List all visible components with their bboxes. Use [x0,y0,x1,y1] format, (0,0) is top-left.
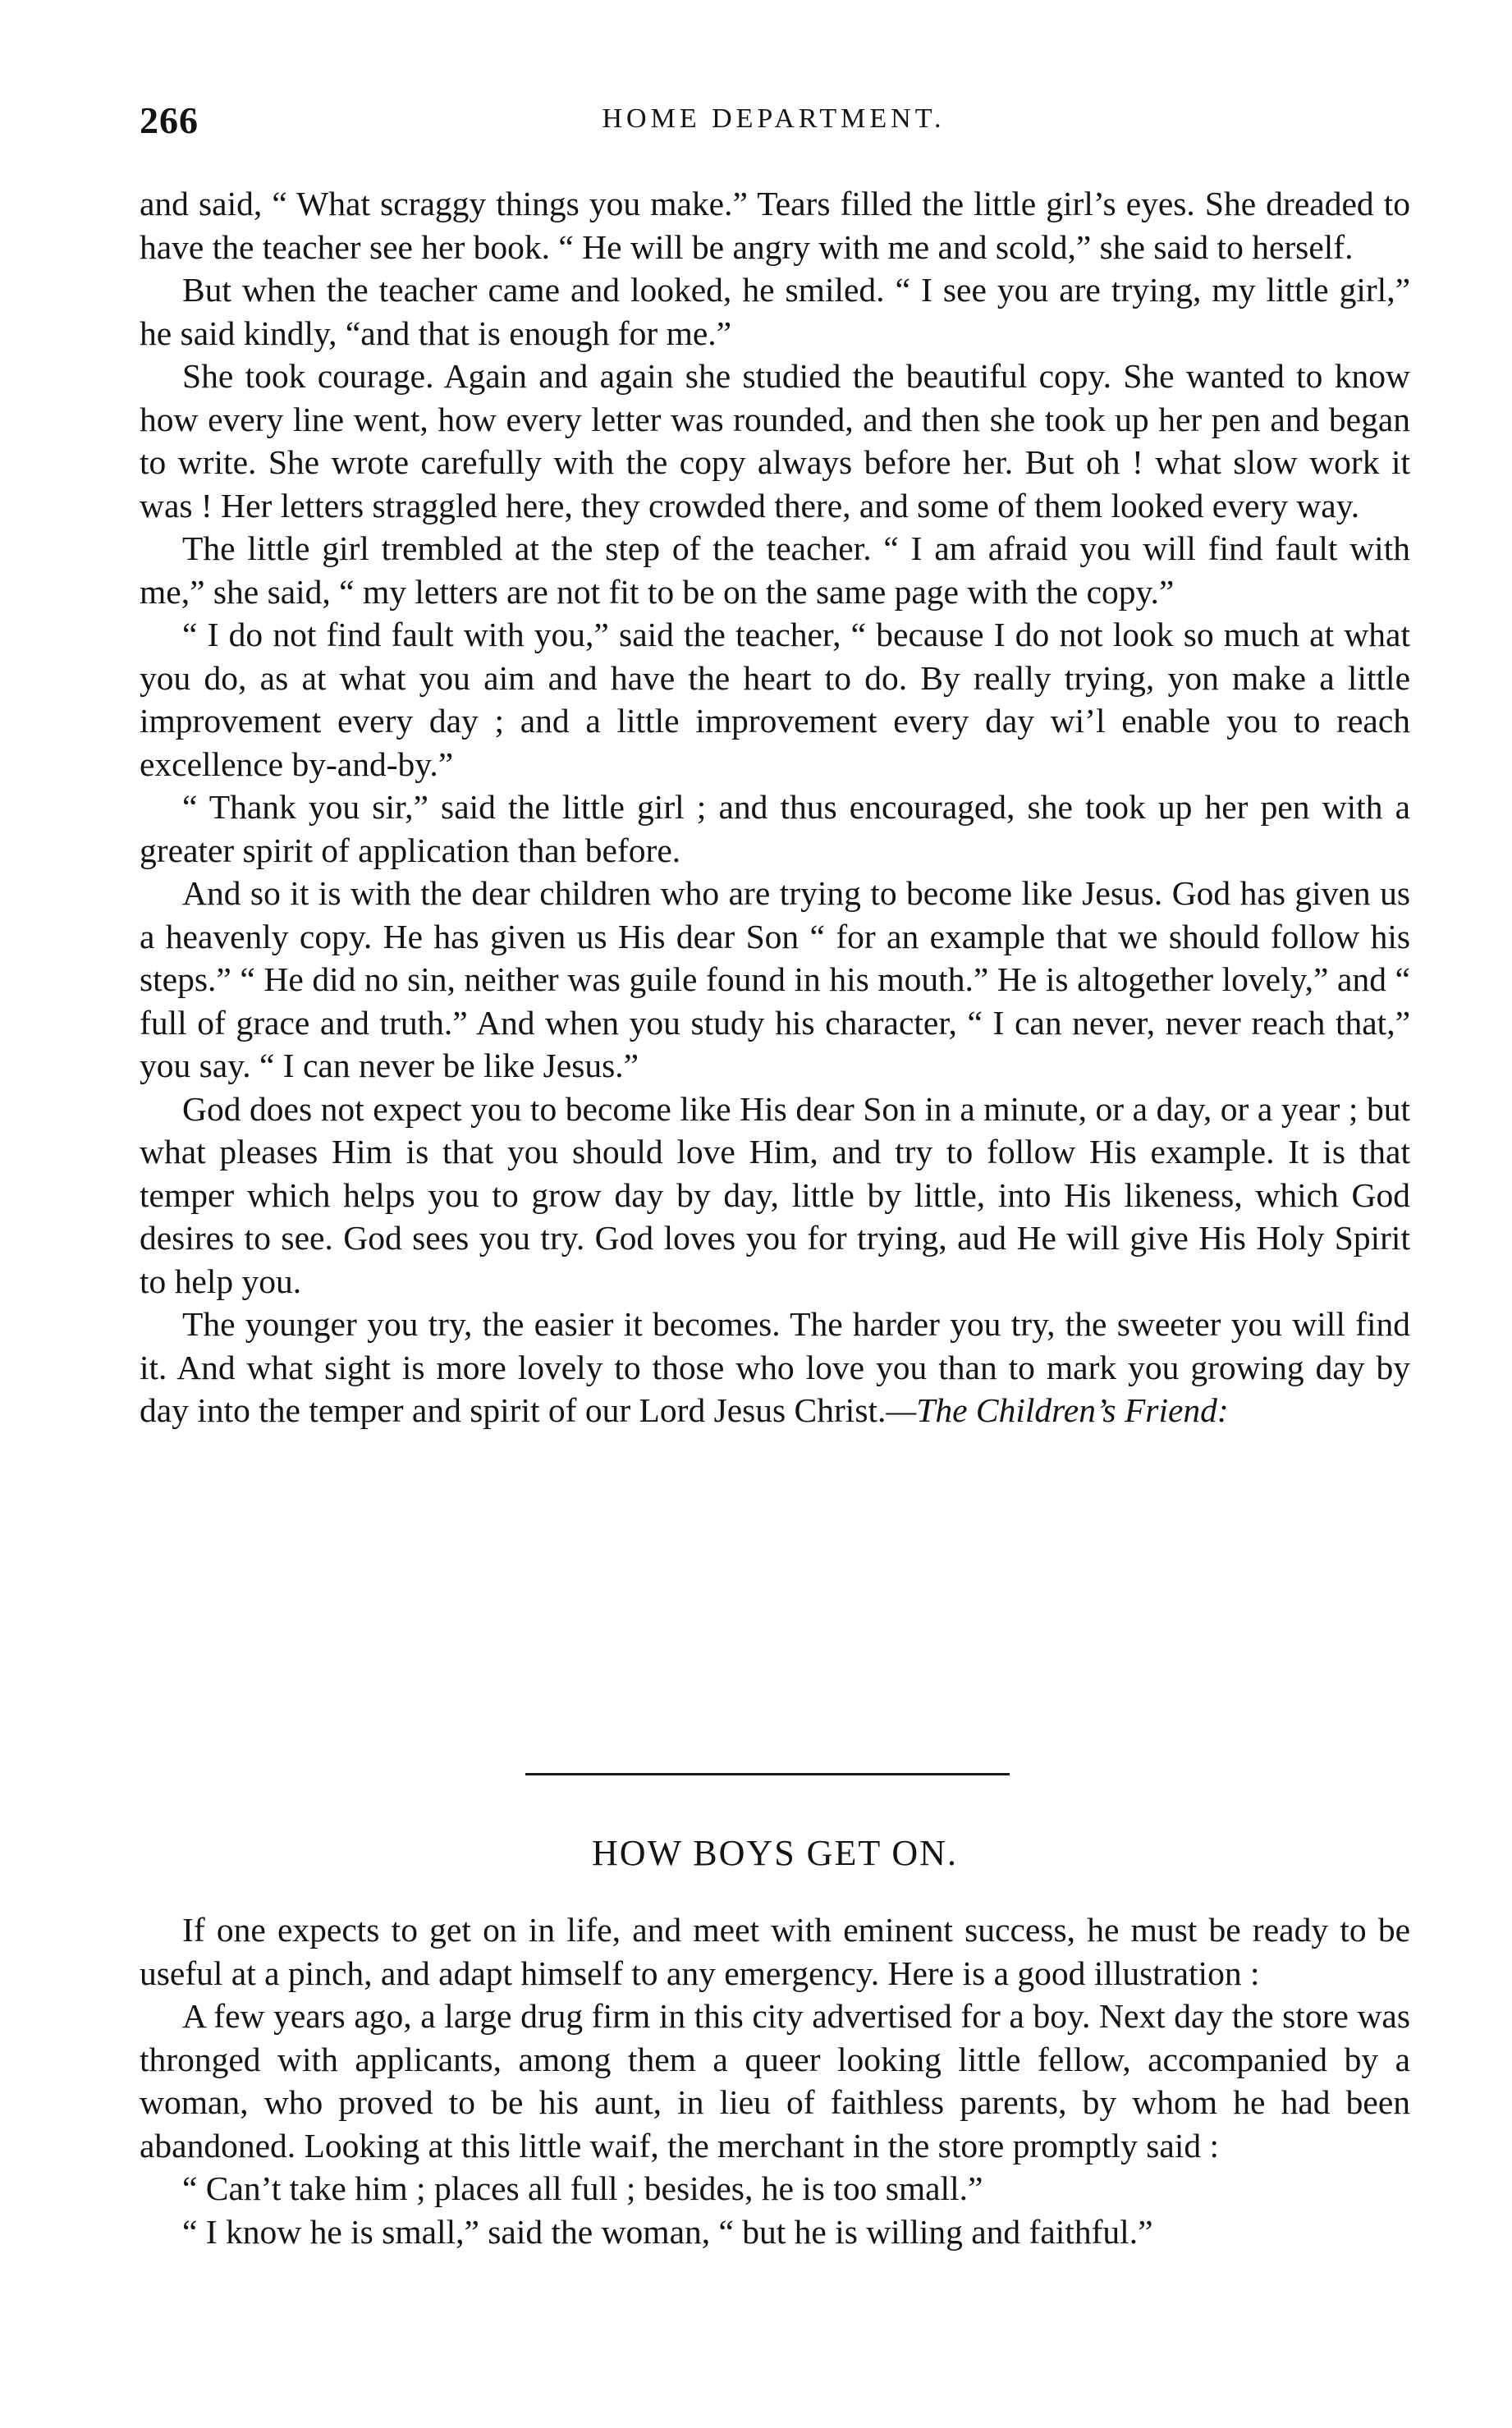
paragraph: “ I know he is small,” said the woman, “ but he is willing and faithful.” [182,2212,1153,2251]
paragraph: The little girl trembled at the step of the teacher. “ I am afraid you will find fault with me,” she said, “ my letters are not fit to be on the same page with the copy.” [140,529,1410,611]
paragraph: A few years ago, a large drug firm in this city advertised for a boy. Next day the store was thronged with applicants, among them a queer looking little fellow, accompanied by a woman, who proved to be his aunt, in lieu of faithless parents, by whom he had been abandoned. Looking at this little waif, the merchant in the store promptly said : [140,1997,1410,2165]
story-body [140,182,1410,1432]
paragraph: and said, “ What scraggy things you make.” Tears filled the little girl’s eyes. She dreaded to have the teacher see her book. “ He will be angry with me and scold,” she said to herself. [140,185,1410,266]
page-number: 266 [140,99,199,141]
section-title: HOW BOYS GET ON. [592,1833,958,1873]
paragraph: God does not expect you to become like His dear Son in a minute, or a day, or a year ; but what pleases Him is that you should love Him, and try to follow His example. It is that temper which helps you to grow day by day, little by little, into His likeness, which God desires to see. God sees you try. God loves you for trying, aud He will give His Holy Spirit to help you. [140,1089,1410,1300]
paragraph: If one expects to get on in life, and meet with eminent success, he must be ready to be useful at a pinch, and adapt himself to any emergency. Here is a good illustration : [140,1911,1410,1992]
paragraph: She took courage. Again and again she studied the beautiful copy. She wanted to know how every line went, how every letter was rounded, and then she took up her pen and began to write. She wrote carefully with the copy always before her. But oh ! what slow work it was ! Her letters straggled here, they crowded there, and some of them looked every way. [140,357,1410,525]
paragraph: And so it is with the dear children who are trying to become like Jesus. God has given us a heavenly copy. He has given us His dear Son “ for an example that we should follow his steps.” “ He did no sin, neither was guile found in his mouth.” He is altogether lovely,” and “ full of grace and truth.” And when you study his character, “ I can never, never reach that,” you say. “ I can never be like Jesus.” [140,874,1410,1084]
paragraph: “ Thank you sir,” said the little girl ; and thus encouraged, she took up her pen with a greater spirit of application than before. [140,788,1410,869]
paragraph: But when the teacher came and looked, he smiled. “ I see you are trying, my little girl,” he said kindly, “and that is enough for me.” [140,271,1410,352]
closing-paragraph [140,1303,1410,1432]
source-attribution: —The Children’s Friend: [886,1391,1229,1429]
section-divider [525,1773,1010,1775]
running-head: HOME DEPARTMENT. [602,103,946,134]
article-body [140,1908,1410,2253]
paragraph: “ Can’t take him ; places all full ; besides, he is too small.” [182,2169,983,2207]
closing-text: The younger you try, the easier it becomes. The harder you try, the sweeter you will find it. And what sight is more lovely to those who love you than to mark you growing day by day into the temper and spirit of our Lord Jesus Christ. [140,1305,1410,1429]
paragraph: “ I do not find fault with you,” said the teacher, “ because I do not look so much at what you do, as at what you aim and have the heart to do. By really trying, yon make a little improvement every day ; and a little improvement every day wi’l enable you to reach excellence by-and-by.” [140,616,1410,783]
page-header [140,98,1408,148]
